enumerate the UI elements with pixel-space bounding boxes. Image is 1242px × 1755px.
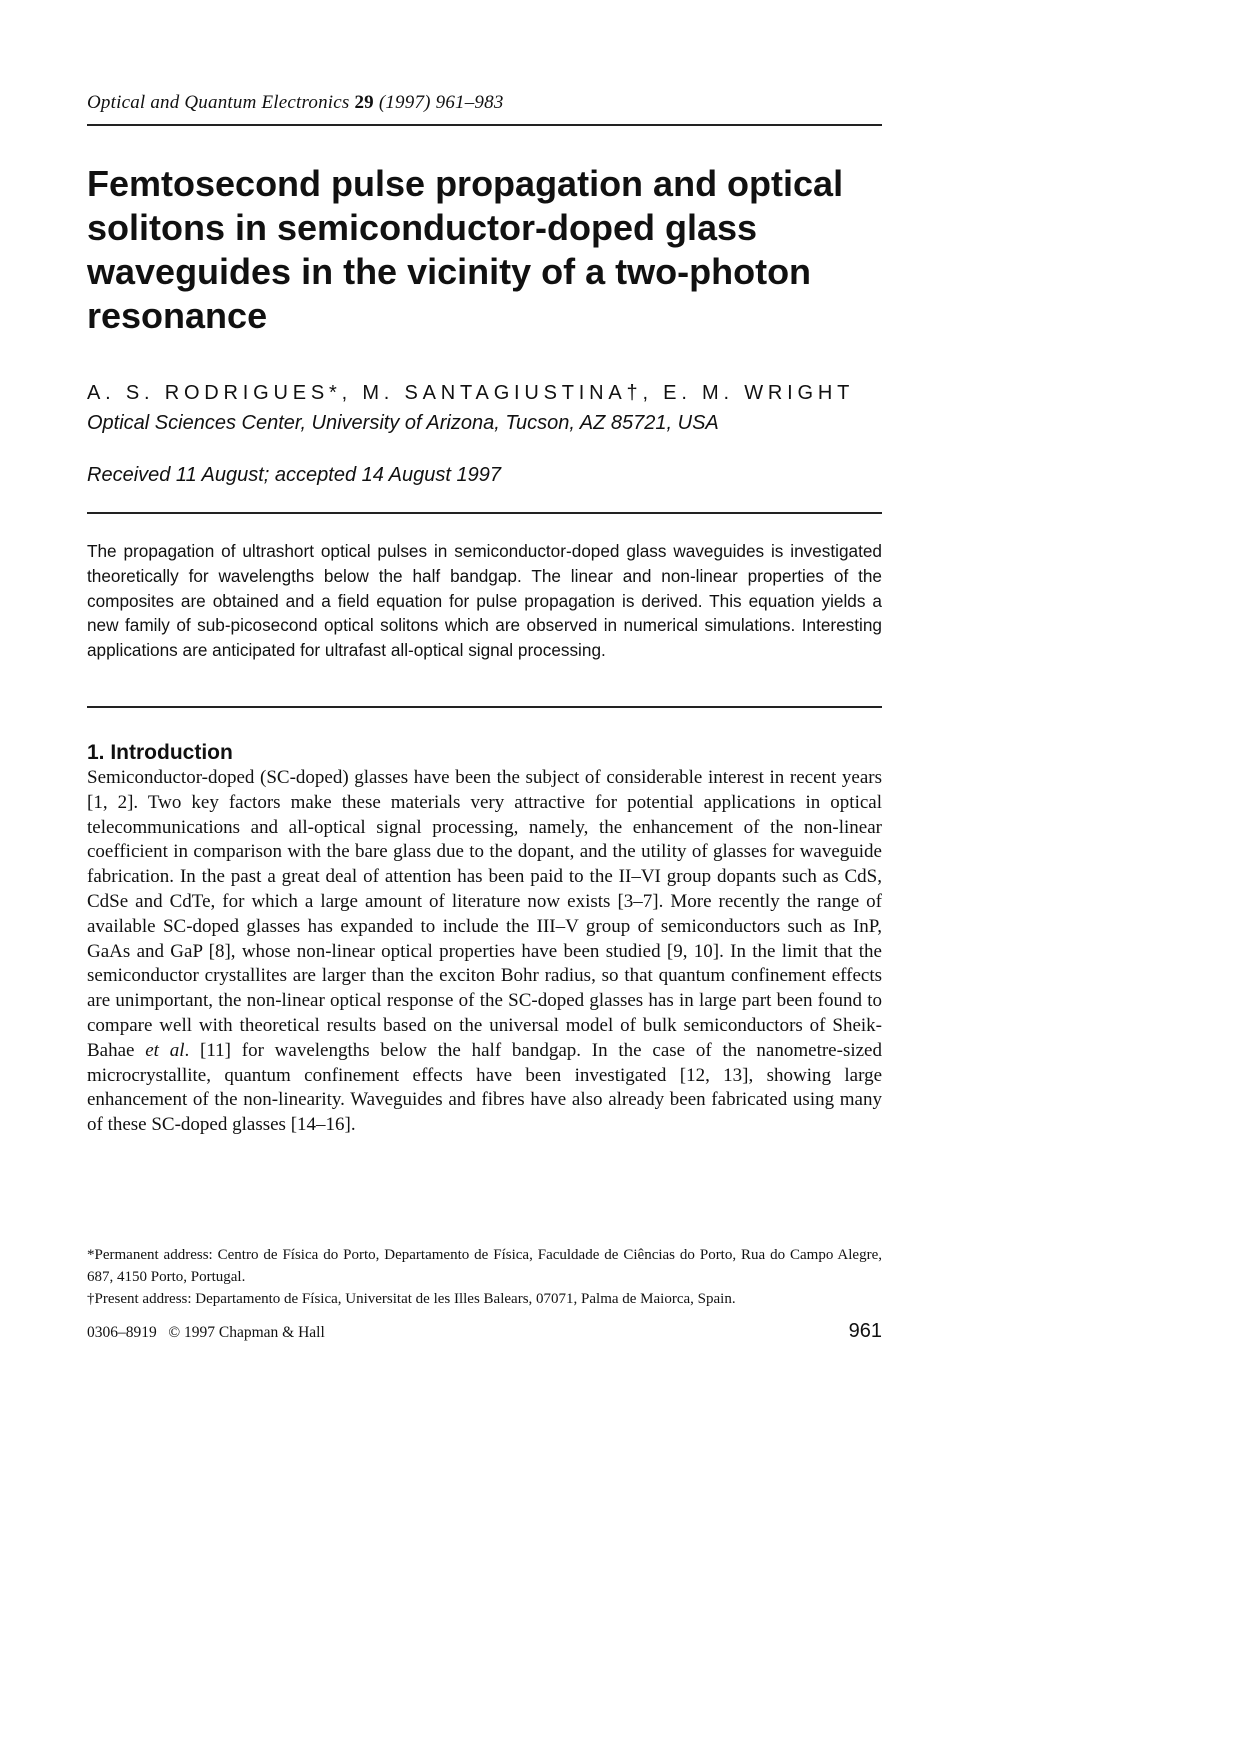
journal-year-pages: (1997) 961–983 — [378, 92, 504, 113]
page-number: 961 — [848, 1320, 882, 1342]
abstract: The propagation of ultrashort optical pulses in semiconductor-doped glass waveguides is investigated theoretically for wavelengths below the half bandgap. The linear and non-linear properties of the composites are obtained and a field equation for pulse propagation is derived. This equation yields a new family of sub-picosecond optical solitons which are observed in numerical simulations. Interesting applications are anticipated for ultrafast all-optical signal processing. — [87, 541, 882, 661]
header-rule — [87, 124, 882, 126]
abstract-top-rule — [87, 512, 882, 514]
footnote-permanent-address: *Permanent address: Centro de Física do Porto, Departamento de Física, Faculdade de Ciências do Porto, Rua do Campo Alegre, 687, 4150 Porto, Portugal. — [87, 1247, 882, 1285]
journal-name: Optical and Quantum Electronics — [87, 92, 350, 113]
authors: A. S. RODRIGUES*, M. SANTAGIUSTINA†, E. M. WRIGHT — [87, 382, 855, 404]
section-body — [87, 766, 882, 1138]
section-heading: 1. Introduction — [87, 741, 233, 764]
journal-header — [87, 92, 504, 114]
body-text-part2: . [11] for wavelengths below the half bandgap. In the case of the nanometre-sized microcrystallite, quantum confinement effects have been investigated [12, 13], showing large enhancement of the non-linearity. Waveguides and fibres have also already been fabricated using many of these SC-doped glasses [14–16]. — [87, 1039, 882, 1136]
abstract-bottom-rule — [87, 706, 882, 708]
journal-volume: 29 — [354, 92, 374, 113]
issn: 0306–8919 — [87, 1324, 157, 1341]
received-dates: Received 11 August; accepted 14 August 1997 — [87, 464, 501, 486]
footnotes — [87, 1244, 882, 1310]
body-text-italic: et al — [145, 1039, 185, 1061]
affiliation: Optical Sciences Center, University of Arizona, Tucson, AZ 85721, USA — [87, 412, 719, 434]
body-text-part1: Semiconductor-doped (SC-doped) glasses have been the subject of considerable interest in recent years [1, 2]. Two key factors make these materials very attractive for potential applications in optical telecommunications and all-optical signal processing, namely, the enhancement of the non-linear coefficient in comparison with the bare glass due to the dopant, and the utility of glasses for waveguide fabrication. In the past a great deal of attention has been paid to the II–VI group dopants such as CdS, CdSe and CdTe, for which a large amount of literature now exists [3–7]. More recently the range of available SC-doped glasses has expanded to include the III–V group of semiconductors such as InP, GaAs and GaP [8], whose non-linear optical properties have been studied [9, 10]. In the limit that the semiconductor crystallites are larger than the exciton Bohr radius, so that quantum confinement effects are unimportant, the non-linear optical response of the SC-doped glasses has in large part been found to compare well with theoretical results based on the universal model of bulk semiconductors of Sheik-Bahae — [87, 767, 882, 1061]
footnote-present-address: †Present address: Departamento de Física, Universitat de les Illes Balears, 07071, Palma de Maiorca, Spain. — [87, 1291, 736, 1307]
copyright: © 1997 Chapman & Hall — [168, 1324, 325, 1341]
footer-left — [87, 1324, 325, 1342]
article-title: Femtosecond pulse propagation and optical solitons in semiconductor-doped glass waveguides in the vicinity of a two-photon resonance — [87, 163, 844, 336]
